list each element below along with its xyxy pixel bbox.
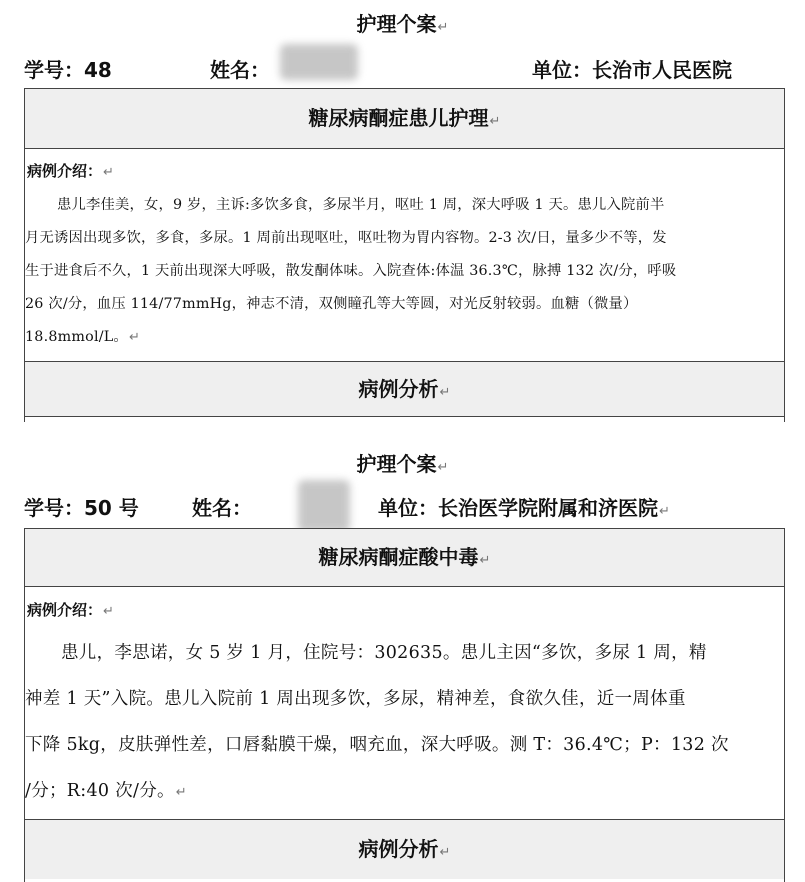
student-number-value: 48	[84, 58, 112, 82]
redacted-name-blur	[298, 480, 350, 532]
paragraph-line: 神差 1 天”入院。患儿入院前 1 周出现多饮，多尿，精神差，食欲久佳，近一周体重	[25, 689, 686, 709]
case1-unit	[532, 54, 732, 83]
case2-intro	[25, 587, 784, 819]
case1-section-header	[25, 89, 784, 149]
case1-analysis-header	[25, 361, 784, 417]
case1-document-title	[0, 8, 805, 37]
return-mark-icon: ↵	[103, 165, 114, 180]
unit-label: 单位：	[532, 58, 592, 82]
intro-label: 病例介绍：	[27, 601, 103, 619]
unit-value: 长治市人民医院	[592, 58, 732, 82]
return-mark-icon: ↵	[437, 460, 449, 475]
paragraph-line: 18.8mmol/L。	[25, 329, 128, 345]
case2-table	[24, 528, 785, 882]
paragraph-line: 月无诱因出现多饮，多食，多尿。1 周前出现呕吐，呕吐物为胃内容物。2-3 次/日，量多少不等，发	[25, 230, 667, 246]
intro-label: 病例介绍：	[27, 162, 103, 180]
case1-info-row	[0, 54, 805, 86]
return-mark-icon: ↵	[128, 330, 141, 345]
case2-intro-label-row	[25, 595, 784, 633]
case2-section-title: 糖尿病酮症酸中毒	[318, 545, 479, 569]
case2-name-label: 姓名：	[192, 496, 252, 520]
return-mark-icon: ↵	[439, 385, 451, 400]
return-mark-icon: ↵	[439, 845, 451, 860]
case2-student-number	[24, 492, 139, 521]
return-mark-icon: ↵	[659, 504, 670, 519]
paragraph-last-line	[25, 323, 784, 356]
return-mark-icon: ↵	[175, 785, 187, 800]
student-label: 学号：	[24, 496, 84, 520]
case2-document-title	[0, 448, 805, 477]
case1-paragraph	[25, 191, 784, 356]
paragraph-line: 患儿李佳美，女，9 岁，主诉:多饮多食，多尿半月，呕吐 1 周，深大呼吸 1 天。患儿入院前半	[57, 197, 665, 213]
case1-intro	[25, 149, 784, 361]
return-mark-icon: ↵	[103, 604, 114, 619]
case1-table	[24, 88, 785, 422]
return-mark-icon: ↵	[489, 114, 501, 129]
case2-paragraph	[25, 633, 784, 817]
student-number-value: 50 号	[84, 496, 139, 520]
case2-unit	[378, 492, 670, 521]
case2-title-text: 护理个案	[356, 452, 437, 476]
case1-student-number	[24, 54, 112, 83]
paragraph-line: 生于进食后不久，1 天前出现深大呼吸，散发酮体味。入院查体:体温 36.3℃，脉搏 132 次/分，呼吸	[25, 263, 677, 279]
unit-label: 单位：	[378, 496, 438, 520]
case2-analysis-header	[25, 819, 784, 879]
case2-section-header	[25, 529, 784, 587]
case1-name-label: 姓名：	[210, 58, 270, 82]
paragraph-last-line	[25, 771, 784, 817]
case1-section-title: 糖尿病酮症患儿护理	[308, 106, 489, 130]
unit-value: 长治医学院附属和济医院	[438, 496, 658, 520]
paragraph-line: 下降 5kg，皮肤弹性差，口唇黏膜干燥，咽充血，深大呼吸。测 T：36.4℃；P：132 次	[25, 735, 729, 755]
case1-intro-label-row	[25, 157, 784, 191]
case2-analysis-title: 病例分析	[358, 837, 439, 861]
case1-title-text: 护理个案	[356, 12, 437, 36]
paragraph-line: 26 次/分，血压 114/77mmHg，神志不清，双侧瞳孔等大等圆，对光反射较弱。血糖（微量）	[25, 296, 638, 312]
return-mark-icon: ↵	[437, 20, 449, 35]
paragraph-line: 患儿，李思诺，女 5 岁 1 月，住院号：302635。患儿主因“多饮，多尿 1 周，精	[61, 643, 707, 663]
student-label: 学号：	[24, 58, 84, 82]
case1-analysis-title: 病例分析	[358, 377, 439, 401]
case2-info-row	[0, 492, 805, 524]
paragraph-line: /分；R:40 次/分。	[25, 781, 175, 801]
return-mark-icon: ↵	[479, 553, 491, 568]
redacted-name-blur	[280, 44, 358, 80]
